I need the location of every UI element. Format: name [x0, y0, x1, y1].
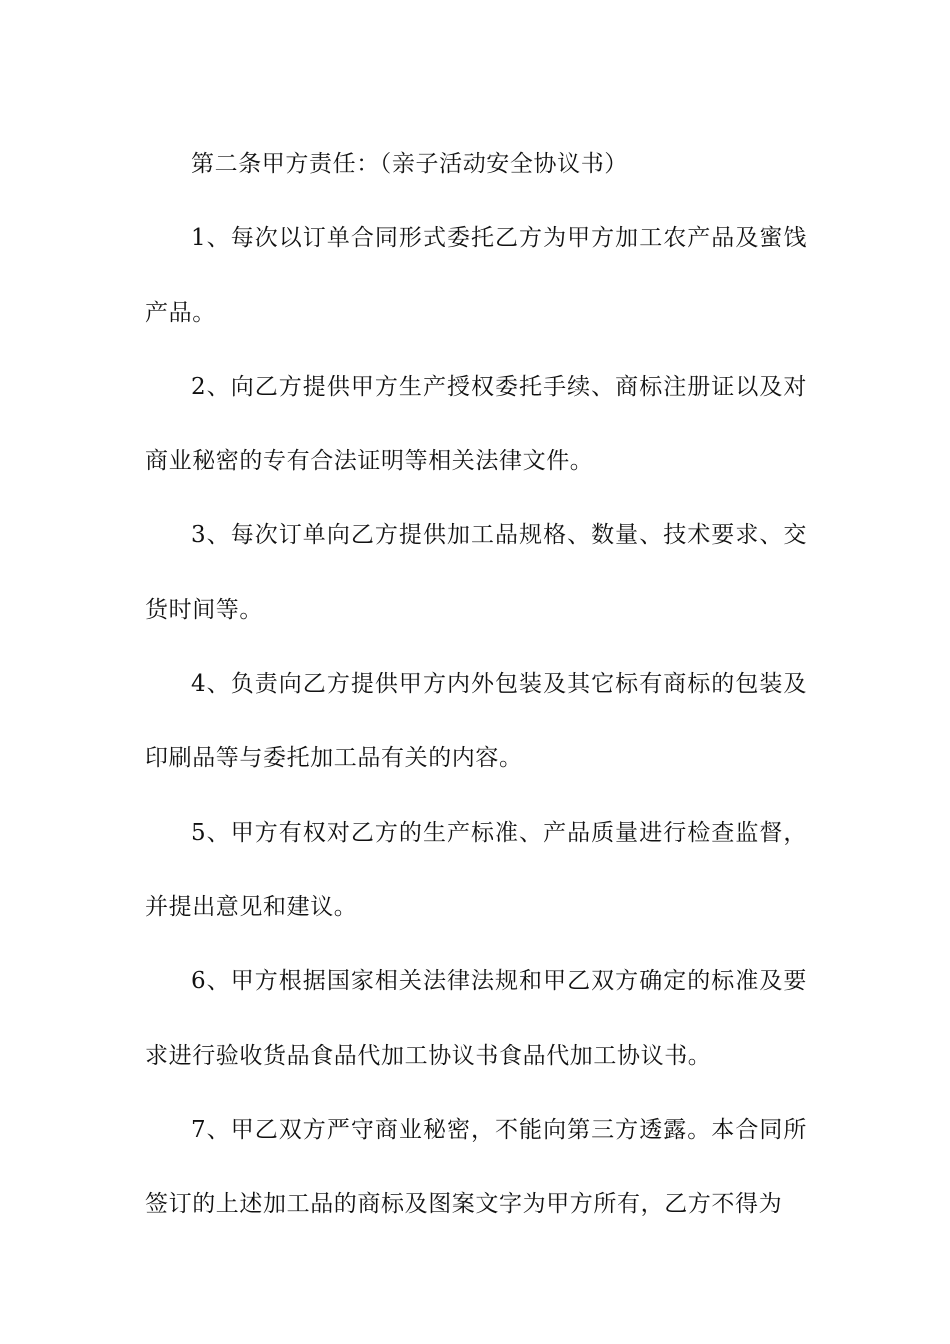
clause-item-5: 5、甲方有权对乙方的生产标准、产品质量进行检查监督，并提出意见和建议。 [145, 819, 807, 920]
clause-item-6: 6、甲方根据国家相关法律法规和甲乙双方确定的标准及要求进行验收货品食品代加工协议书食品代加工协议书。 [145, 968, 807, 1069]
document-body [145, 127, 807, 1241]
clause-heading: 第二条甲方责任：（亲子活动安全协议书） [191, 151, 628, 177]
clause-item-3: 3、每次订单向乙方提供加工品规格、数量、技术要求、交货时间等。 [145, 522, 807, 623]
clause-item-4: 4、负责向乙方提供甲方内外包装及其它标有商标的包装及印刷品等与委托加工品有关的内容。 [145, 671, 807, 772]
clause-item-1: 1、每次以订单合同形式委托乙方为甲方加工农产品及蜜饯产品。 [145, 225, 807, 326]
clause-item-2: 2、向乙方提供甲方生产授权委托手续、商标注册证以及对商业秘密的专有合法证明等相关法律文件。 [145, 373, 807, 475]
clause-item-7: 7、甲乙双方严守商业秘密，不能向第三方透露。本合同所签订的上述加工品的商标及图案文字为甲方所有，乙方不得为 [145, 1116, 807, 1218]
